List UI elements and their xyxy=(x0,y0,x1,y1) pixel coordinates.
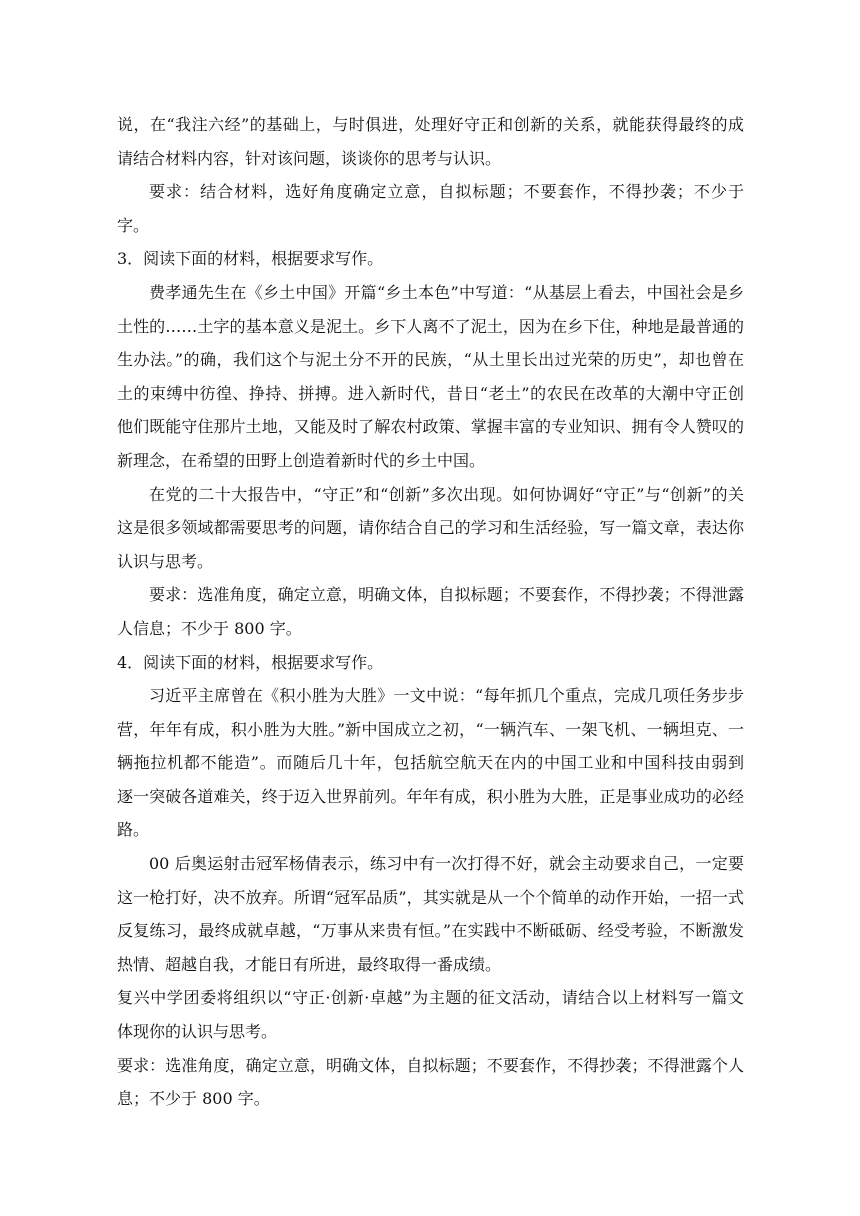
text-line: 反复练习，最终成就卓越，“万事从来贵有恒。”在实践中不断砥砺、经受考验，不断激发 xyxy=(117,921,744,941)
text-line: 要求：选准角度，确定立意，明确文体，自拟标题；不要套作，不得抄袭；不得泄露 xyxy=(149,585,744,605)
text-line: 辆拖拉机都不能造”。而随后几十年，包括航空航天在内的中国工业和中国科技由弱到 xyxy=(117,753,744,773)
question-heading: 3．阅读下面的材料，根据要求写作。 xyxy=(117,249,384,269)
text-line: 复兴中学团委将组织以“守正·创新·卓越”为主题的征文活动，请结合以上材料写一篇文 xyxy=(117,988,744,1008)
text-line: 习近平主席曾在《积小胜为大胜》一文中说：“每年抓几个重点，完成几项任务步步 xyxy=(149,686,744,706)
text-line: 这一枪打好，决不放弃。所谓“冠军品质”，其实就是从一个个简单的动作开始，一招一式 xyxy=(117,887,744,907)
text-line: 土的束缚中彷徨、挣持、拼搏。进入新时代，昔日“老土”的农民在改革的大潮中守正创 xyxy=(117,383,744,403)
text-line: 新理念，在希望的田野上创造着新时代的乡土中国。 xyxy=(117,450,486,470)
question-heading: 4．阅读下面的材料，根据要求写作。 xyxy=(117,652,384,672)
text-line: 费孝通先生在《乡土中国》开篇“乡土本色”中写道：“从基层上看去，中国社会是乡 xyxy=(149,282,744,302)
document-body xyxy=(117,108,744,1116)
text-line: 路。 xyxy=(117,820,150,840)
text-line: 说，在“我注六经”的基础上，与时俱进，处理好守正和创新的关系，就能获得最终的成 xyxy=(117,115,744,134)
text-line: 逐一突破各道难关，终于迈入世界前列。年年有成，积小胜为大胜，正是事业成功的必经 xyxy=(117,786,744,806)
text-line: 这是很多领域都需要思考的问题，请你结合自己的学习和生活经验，写一篇文章，表达你 xyxy=(117,518,744,538)
text-line: 生办法。”的确，我们这个与泥土分不开的民族，“从土里长出过光荣的历史”，却也曾在 xyxy=(117,350,744,370)
text-line: 要求：选准角度，确定立意，明确文体，自拟标题；不要套作，不得抄袭；不得泄露个人 xyxy=(117,1055,744,1075)
text-line: 息；不少于 800 字。 xyxy=(117,1089,270,1109)
text-line: 人信息；不少于 800 字。 xyxy=(117,618,302,638)
text-line: 请结合材料内容，针对该问题，谈谈你的思考与认识。 xyxy=(117,148,502,168)
text-line: 00 后奥运射击冠军杨倩表示，练习中有一次打得不好，就会主动要求自己，一定要 xyxy=(149,854,744,874)
text-line: 认识与思考。 xyxy=(117,551,214,571)
text-line: 营，年年有成，积小胜为大胜。”新中国成立之初，“一辆汽车、一架飞机、一辆坦克、一 xyxy=(117,719,744,739)
text-line: 在党的二十大报告中，“守正”和“创新”多次出现。如何协调好“守正”与“创新”的关 xyxy=(149,484,744,504)
text-line: 要求：结合材料，选好角度确定立意，自拟标题；不要套作，不得抄袭；不少于 xyxy=(149,182,744,202)
text-line: 体现你的认识与思考。 xyxy=(117,1022,278,1042)
text-line: 字。 xyxy=(117,215,150,235)
text-line: 热情、超越自我，才能日有所进，最终取得一番成绩。 xyxy=(117,954,502,974)
text-line: 土性的……土字的基本意义是泥土。乡下人离不了泥土，因为在乡下住，种地是最普通的 xyxy=(117,316,744,336)
text-line: 他们既能守住那片土地，又能及时了解农村政策、掌握丰富的专业知识、拥有令人赞叹的 xyxy=(117,417,744,437)
